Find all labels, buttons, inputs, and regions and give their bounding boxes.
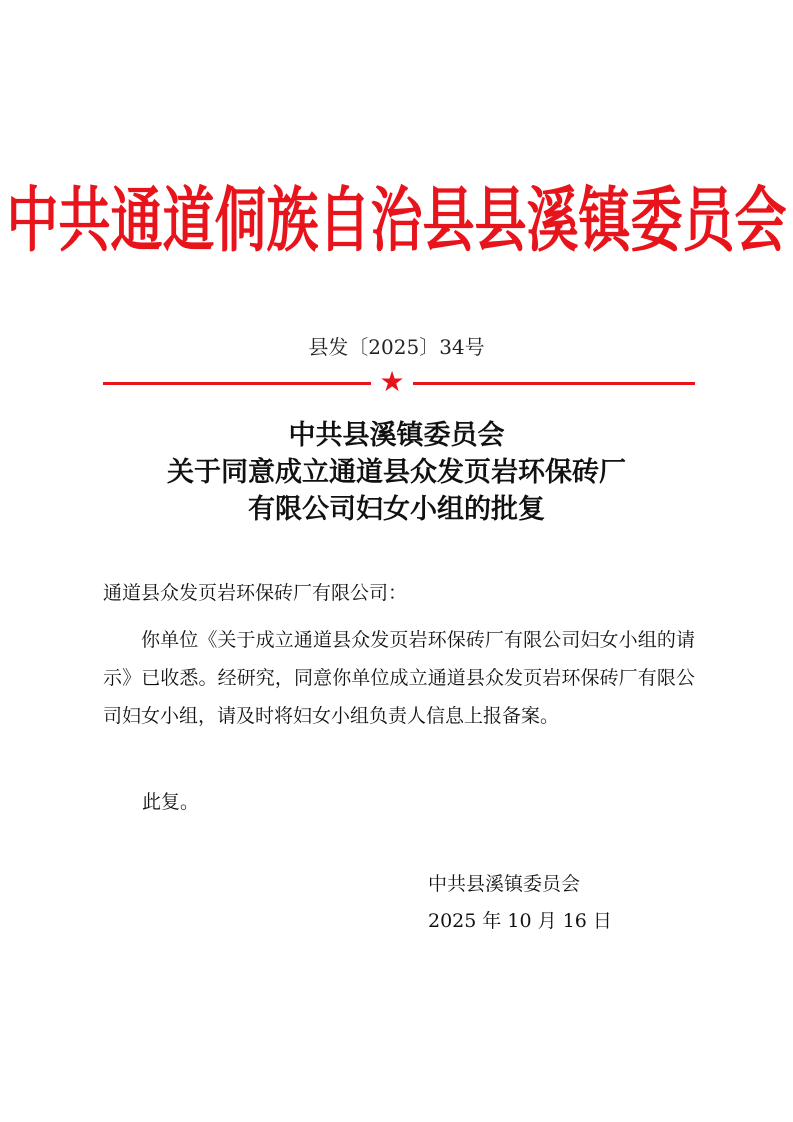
issuer-header: 中共通道侗族自治县县溪镇委员会 <box>6 179 787 262</box>
signature-date: 2025 年 10 月 16 日 <box>428 910 612 932</box>
body-text <box>103 621 695 735</box>
star-icon: ★ <box>379 365 405 398</box>
document-title <box>0 417 793 528</box>
addressee: 通道县众发页岩环保砖厂有限公司： <box>103 582 408 604</box>
separator-line-right <box>413 382 695 385</box>
separator-line-left <box>103 382 371 385</box>
document-number: 县发〔2025〕34号 <box>308 335 485 359</box>
title-line-1: 中共县溪镇委员会 <box>288 420 505 451</box>
signature-organization: 中共县溪镇委员会 <box>428 873 581 895</box>
body-paragraph: 你单位《关于成立通道县众发页岩环保砖厂有限公司妇女小组的请示》已收悉。经研究，同意你单位成立通道县众发页岩环保砖厂有限公司妇女小组，请及时将妇女小组负责人信息上报备案。 <box>103 629 695 727</box>
red-separator <box>103 365 695 398</box>
title-line-3: 有限公司妇女小组的批复 <box>248 494 545 525</box>
title-line-2: 关于同意成立通道县众发页岩环保砖厂 <box>167 457 626 488</box>
closing-phrase: 此复。 <box>142 791 200 813</box>
